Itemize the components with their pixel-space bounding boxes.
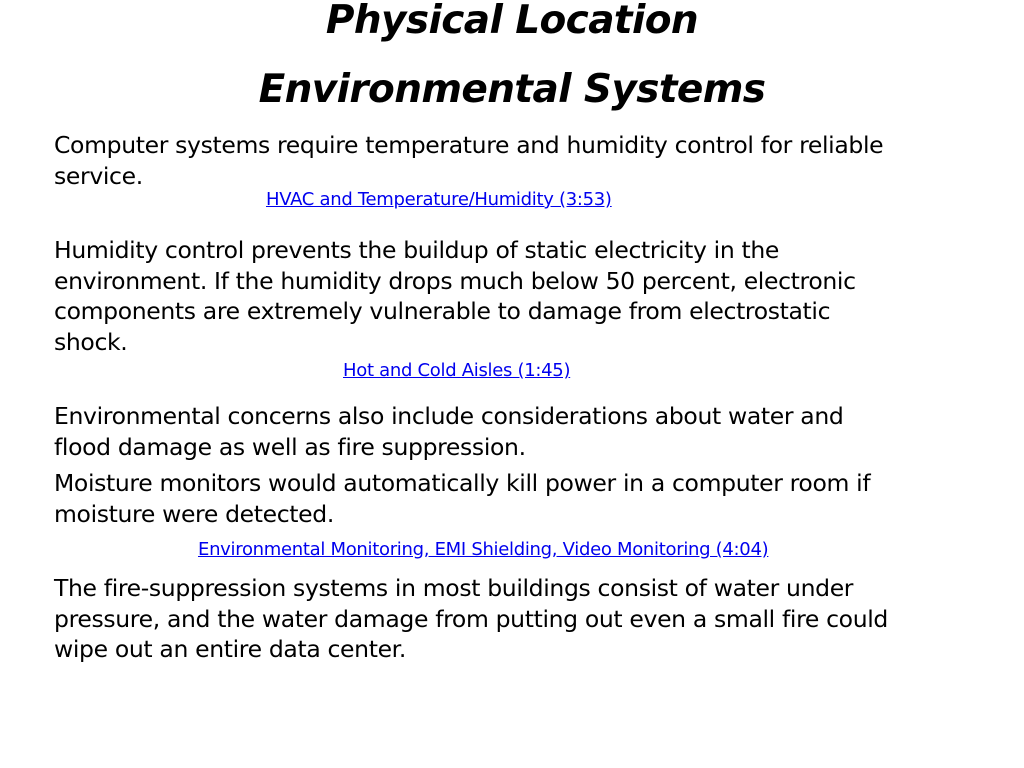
link-hot-cold-aisles-video[interactable]: Hot and Cold Aisles (1:45): [343, 360, 571, 381]
paragraph-fire-suppression: The fire-suppression systems in most buildings consist of water under pressure, and the water damage from putting out even a small fire could wipe out an entire data center.: [54, 574, 888, 663]
title-line-2: Environmental Systems: [258, 67, 766, 112]
paragraph-moisture-monitors: Moisture monitors would automatically kill power in a computer room if moisture were detected.: [54, 469, 871, 528]
paragraph-humidity: Humidity control prevents the buildup of static electricity in the environment. If the humidity drops much below 50 percent, electronic components are extremely vulnerable to damage from electrostatic shock.: [54, 236, 856, 356]
link-hvac-video[interactable]: HVAC and Temperature/Humidity (3:53): [266, 189, 612, 210]
paragraph-water-flood: Environmental concerns also include considerations about water and flood damage as well as fire suppression.: [54, 402, 844, 461]
title-line-1: Physical Location: [325, 0, 699, 43]
link-environmental-monitoring-video[interactable]: Environmental Monitoring, EMI Shielding, Video Monitoring (4:04): [198, 539, 769, 560]
paragraph-temperature: Computer systems require temperature and humidity control for reliable service.: [54, 131, 884, 190]
